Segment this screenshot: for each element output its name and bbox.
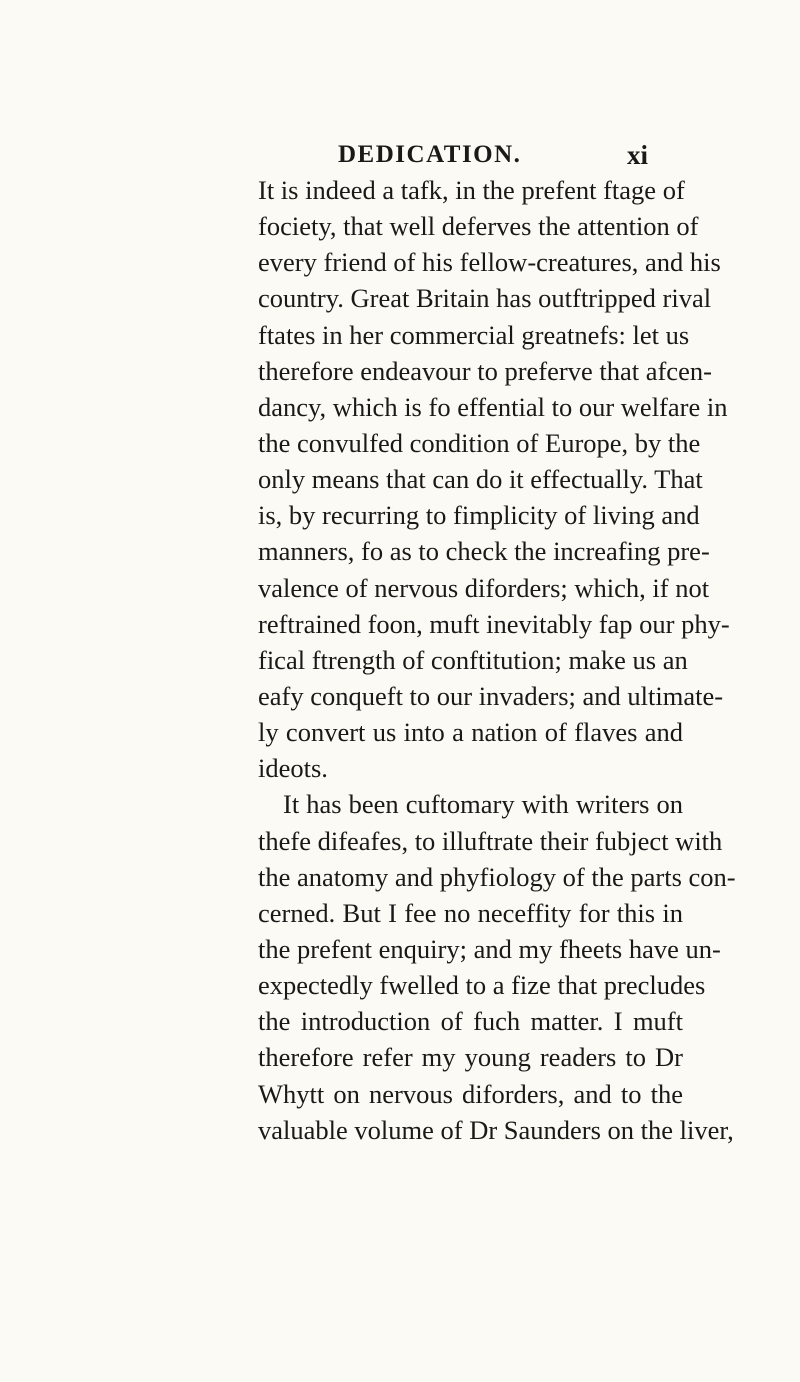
text-line: fical ftrength of conftitution; make us an (258, 644, 688, 675)
text-line: It is indeed a tafk, in the prefent ftage of (258, 175, 685, 205)
text-line: It has been cuftomary with writers on (283, 789, 683, 820)
text-line: valence of nervous diforders; which, if not (258, 572, 710, 603)
text-line: thefe difeafes, to illuftrate their fubject with (258, 825, 723, 856)
text-line: only means that can do it effectually. That (258, 464, 703, 495)
text-line: reftrained foon, muft inevitably fap our phy- (258, 608, 730, 639)
text-line: ly convert us into a nation of flaves and (258, 717, 683, 748)
running-head-title: DEDICATION. (338, 141, 522, 168)
text-line: the convulfed condition of Europe, by the (258, 427, 701, 458)
text-line: therefore endeavour to preferve that afcen- (258, 355, 712, 386)
text-line: eafy conqueft to our invaders; and ultimate- (258, 680, 724, 711)
text-line: is, by recurring to fimplicity of living and (258, 500, 700, 531)
page-number: xi (627, 140, 649, 170)
text-line: every friend of his fellow-creatures, and his (258, 247, 721, 278)
text-line: the anatomy and phyfiology of the parts con- (258, 861, 736, 892)
text-line: fociety, that well deferves the attention of (258, 211, 699, 242)
text-line: manners, fo as to check the increafing pre- (258, 536, 710, 567)
text-line: therefore refer my young readers to Dr (258, 1042, 683, 1073)
text-line: country. Great Britain has outftripped rival (258, 283, 712, 314)
text-line: the introduction of fuch matter. I muft (258, 1006, 683, 1037)
text-line: ftates in her commercial greatnefs: let us (258, 319, 690, 350)
text-line: expectedly fwelled to a fize that precludes (258, 970, 706, 1001)
running-head (0, 137, 800, 173)
text-line: Whytt on nervous diforders, and to the (258, 1078, 683, 1109)
text-line: dancy, which is fo effential to our welfare in (258, 391, 728, 422)
text-line: the prefent enquiry; and my fheets have un- (258, 933, 721, 964)
body-text (258, 172, 736, 1148)
text-line: valuable volume of Dr Saunders on the liver, (258, 1114, 734, 1145)
text-line: ideots. (258, 753, 328, 784)
text-line: cerned. But I fee no neceffity for this in (258, 897, 683, 928)
